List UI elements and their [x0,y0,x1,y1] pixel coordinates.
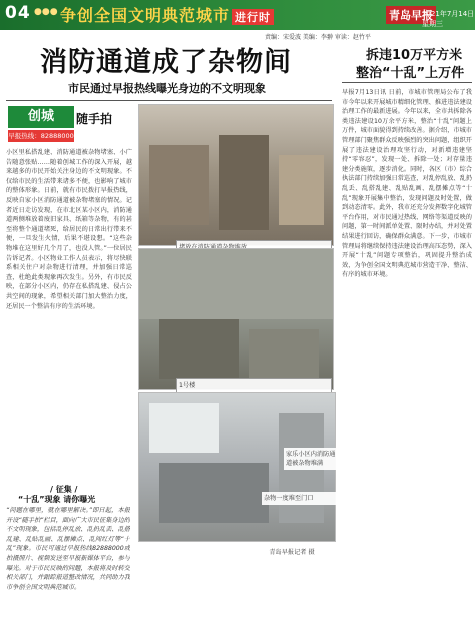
photo-corridor-clutter [138,104,334,246]
column-tag: 创城 [8,106,74,128]
hotline-badge: 早报热线：82888000 [8,132,74,140]
section-title [60,3,276,26]
zhengji-heading: “十乱”现象 请你曝光 [18,495,96,504]
header-dots: ●●● [34,7,58,17]
zhengji-label: / 征集 / [50,485,78,494]
sidebar-title-line2: 整治“十乱”上万件 [356,66,465,81]
article-body: 小区里私搭乱建、消防通道被杂物堵塞、小广告随意张贴……随着创城工作的深入开展，越来越多的市民开始关注身边的不文明现象。不仅给市民的生活带来诸多不便，也影响了城市的整体形象。日前，就有市民拨打早报热线，反映自家小区消防通道被杂物堵塞的情况。记者近日走访发现，在市北区某小区内，消防通道两侧堆放着废旧家具、纸箱等杂物，有的甚至将整个通道堵死，给居民的日常出行带来不便，一旦发生火情，后果不堪设想。“这些杂物堆在这里好几个月了，也没人管。”一位居民告诉记者。小区物业工作人员表示，将尽快联系相关住户对杂物进行清理，并加强日常巡查，杜绝此类现象再次发生。另外，有市民反映，在部分小区内，仍存在私搭乱建、侵占公共空间的现象，希望相关部门加大整治力度，还居民一个整洁有序的生活环境。 [6,149,132,310]
sidebar-title-line1: 拆违10万平方米 [366,48,463,63]
zhengji-body: “问题在哪里，就在哪里解决。”即日起，本报开设“随手拍”栏目，面向广大市民征集身边的不文明现象，包括乱停乱放、乱扔乱丢、乱搭乱建、乱贴乱画、乱摆摊点、乱闯红灯等“十乱”现象。市民可通过早报热线82888000或拍摄照片、视频发送至早报新媒体平台，参与曝光。对于市民反映的问题，本报将及时转交相关部门，并跟踪报道整改情况，共同助力我市争创全国文明典范城市。 [6,507,130,591]
page-header [0,0,475,30]
column-subtitle: 随手拍 [76,112,113,126]
photo-caption-2: 1号楼 [176,378,332,393]
paper-logo: 青岛早报 [386,6,436,24]
article-headline: 消防通道成了杂物间 [40,47,292,78]
headline-divider [6,100,332,101]
photo-building-debris [138,248,334,390]
section-title-label: 进行时 [232,9,274,25]
photo-caption-4: 杂物一度堆至门口 [262,492,336,505]
issue-date: 2021年7月14日 星期三 [422,10,475,28]
article-subhead: 市民通过早报热线曝光身边的不文明现象 [68,82,266,95]
editor-credits: 责编：宋爱波 美编：李翀 审读：赵竹平 [265,34,371,41]
sidebar-divider [342,82,472,83]
section-title-main: 争创全国文明典范城市 [60,6,231,25]
page-number: 04 [5,3,31,23]
photo-credit: 青岛早报记者 摄 [269,549,315,556]
sidebar-body: 早报7月13日讯 日前，市城市管理局公布了我市今年以来开展城市精细化管理、推进违法建设治理工作的最新进展。今年以来，全市共拆除各类违法建设10万余平方米，整治“十乱”问题上万件，城市面貌得到持续改善。据介绍，市城市管理部门聚焦群众反映强烈的突出问题，组织开展了违法建设治理攻坚行动，对新增违建坚持“零容忍”，发现一处、拆除一处；对存量违建分类施策，逐步消化。同时，各区（市）综合执法部门持续加强日常巡查，对乱停乱放、乱扔乱丢、乱搭乱建、乱贴乱画、乱摆摊点等“十乱”现象开展集中整治，发现问题及时处置，做到动态清零。此外，我市还充分发挥数字化城管平台作用，对市民通过热线、网络等渠道反映的问题，第一时间派单处置、限时办结，并对处置结果进行回访，确保群众满意。下一步，市城市管理局将继续保持违法建设治理高压态势，深入开展“十乱”问题专项整治，巩固提升整治成效，为争创全国文明典范城市营造干净、整洁、有序的城市环境。 [342,89,472,279]
photo-caption-3: 家乐小区内消防通道被杂物堆满 [284,448,338,470]
